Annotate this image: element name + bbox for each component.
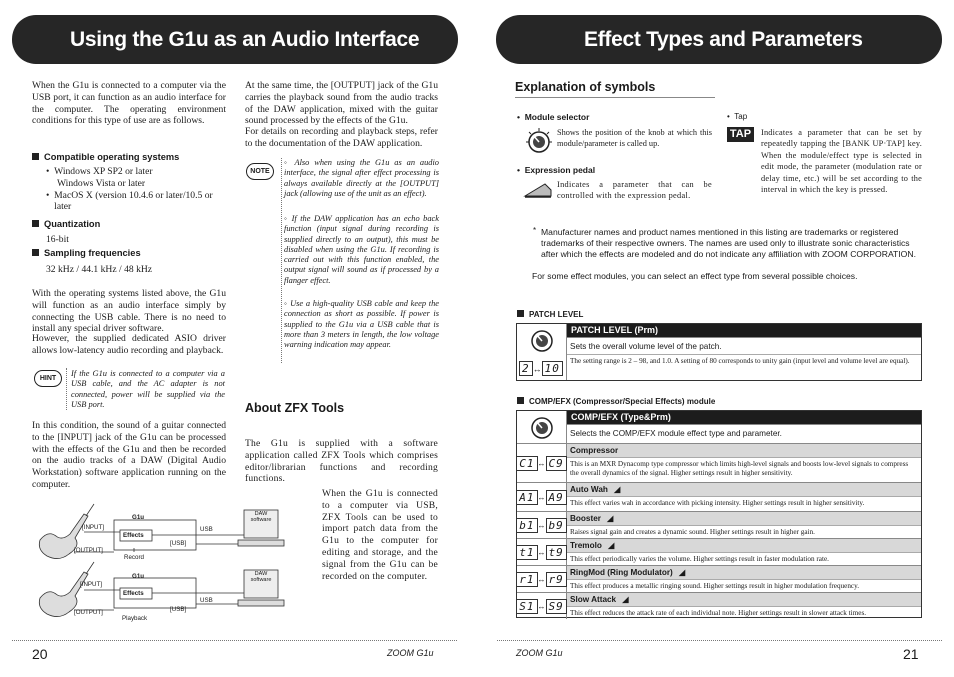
effect-description: This effect varies wah in accordance with picking intensity. Higher settings result in higher sensitivity.	[567, 496, 921, 512]
lcd-to: b9	[546, 518, 567, 533]
playback-label: Playback	[122, 615, 148, 622]
knob-icon	[518, 413, 566, 443]
compat-heading: Compatible operating systems	[32, 152, 226, 162]
expression-pedal-icon: ◢	[620, 595, 629, 604]
expression-pedal-icon: ◢	[604, 514, 614, 523]
effect-lcd: t1 ↔ t9	[517, 539, 567, 565]
tap-badge: TAP	[727, 127, 754, 142]
comp-efx-table	[516, 410, 922, 618]
effect-row	[517, 538, 921, 565]
effects-label: Effects	[123, 590, 144, 597]
patch-header: PATCH LEVEL (Prm)	[567, 324, 921, 337]
lcd-from: t1	[516, 545, 537, 560]
tap-label: • Tap	[727, 112, 748, 121]
input-label: [INPUT]	[82, 524, 105, 531]
intro-paragraph: When the G1u is connected to a computer via the USB port, it can function as an audio interface for the computer. The operating environment conditions for this type of use are as follows.	[32, 80, 226, 127]
effect-lcd: S1 ↔ S9	[517, 593, 567, 619]
zfx-paragraph-1: The G1u is supplied with a software application called ZFX Tools which comprises editor/librarian functions and recording functions.	[245, 438, 438, 485]
patch-lcd: 2 ↔ 10	[519, 361, 563, 376]
effect-name: Compressor	[567, 444, 921, 457]
left-footer-rule	[12, 640, 457, 641]
right-page-number: 21	[903, 646, 919, 662]
effect-description: Raises signal gain and creates a dynamic sound. Higher settings result in higher gain.	[567, 525, 921, 539]
note-item-3: ◦ Use a high-quality USB cable and keep the connection as short as possible. If power is supplied to the G1u via a USB cable that is more than 3 meters in length, the low voltage warning indication may appear.	[284, 299, 439, 350]
expression-pedal-icon: ◢	[605, 541, 615, 550]
effect-lcd: A1 ↔ A9	[517, 483, 567, 511]
daw-label: DAW software	[250, 511, 272, 523]
usb-label: USB	[200, 526, 213, 533]
g1u-label: G1u	[132, 573, 145, 580]
zfx-heading: About ZFX Tools	[245, 401, 345, 415]
usb-label: USB	[200, 597, 213, 604]
lcd-from: b1	[516, 518, 537, 533]
usb-bracket-label: [USB]	[170, 540, 187, 547]
right-title-banner	[496, 15, 942, 64]
hint-text: If the G1u is connected to a computer via a USB cable, and the AC adapter is not connected, power will be supplied via the USB port.	[71, 369, 225, 409]
daw-label: DAW software	[250, 571, 272, 583]
connection-diagram	[34, 500, 314, 628]
comp-header: COMP/EFX (Type&Prm)	[567, 411, 921, 424]
effect-row	[517, 592, 921, 619]
quant-value: 16-bit	[46, 234, 69, 245]
patch-section-heading: PATCH LEVEL	[517, 310, 583, 319]
sampling-value: 32 kHz / 44.1 kHz / 48 kHz	[46, 264, 153, 275]
left-page-number: 20	[32, 646, 48, 662]
expression-pedal-icon: ◢	[676, 568, 686, 577]
os-item: Windows Vista or later	[57, 177, 146, 189]
patch-level-table	[516, 323, 922, 381]
expression-text: Indicates a parameter that can be controlled with the expression pedal.	[557, 180, 712, 200]
left-page-title: Using the G1u as an Audio Interface	[70, 27, 420, 51]
zfx-paragraph-2: When the G1u is connected to a computer via USB, ZFX Tools can be used to import patch data from the G1u to the computer for editing and storage, and the signal from the G1u can be recorded on the computer.	[322, 488, 438, 582]
effect-row	[517, 565, 921, 592]
symbols-heading: Explanation of symbols	[515, 80, 656, 94]
sampling-heading: Sampling frequencies	[32, 248, 226, 258]
right-footer-rule	[497, 640, 942, 641]
note-divider	[281, 158, 282, 363]
left-footer-brand: ZOOM G1u	[387, 648, 434, 658]
output-label: [OUTPUT]	[74, 547, 103, 554]
effect-name: Auto Wah ◢	[567, 483, 921, 496]
details-paragraph: For details on recording and playback steps, refer to the documentation of the DAW application.	[245, 126, 438, 149]
effect-row	[517, 443, 921, 482]
usb-bracket-label: [USB]	[170, 606, 187, 613]
lcd-from: C1	[516, 456, 537, 471]
record-label: Record	[124, 554, 144, 561]
effect-description: This is an MXR Dynacomp type compressor which limits high-level signals and boosts low-level signals to compress the overall dynamics of the signal. Higher settings result in higher sensitivity.	[567, 457, 921, 483]
effect-name: RingMod (Ring Modulator) ◢	[567, 566, 921, 579]
patch-range: The setting range is 2 – 98, and 1.0. A setting of 80 corresponds to unity gain (input level and volume level are equal).	[567, 354, 921, 379]
effect-name: Tremolo ◢	[567, 539, 921, 552]
condition-paragraph: In this condition, the sound of a guitar connected to the [INPUT] jack of the G1u can be processed with the effects of the G1u and then be recorded on the audio tracks of a DAW (Digital Audio Workstation) software application running on the computer.	[32, 420, 226, 490]
lcd-to: A9	[546, 490, 567, 505]
lcd-to: r9	[546, 572, 567, 587]
effect-lcd: b1 ↔ b9	[517, 512, 567, 538]
lcd-from: r1	[516, 572, 537, 587]
lcd-from: A1	[516, 490, 537, 505]
os-item: MacOS X (version 10.4.6 or later/10.5 or later	[54, 189, 213, 213]
lcd-to: S9	[546, 599, 567, 614]
output-paragraph: At the same time, the [OUTPUT] jack of the G1u carries the playback sound from the audio tracks of the DAW application, mixed with the guitar sound processed by the effects of the G1u.	[245, 80, 438, 127]
expression-label: • Expression pedal	[517, 165, 596, 175]
lcd-to: C9	[546, 456, 567, 471]
effect-description: This effect produces a metallic ringing sound. Higher settings result in higher modulation frequency.	[567, 579, 921, 593]
left-title-banner	[12, 15, 458, 64]
comp-description: Selects the COMP/EFX module effect type and parameter.	[567, 424, 921, 442]
tap-text: Indicates a parameter that can be set by repeatedly tapping the [BANK UP·TAP] key. When the module/effect type is selected in edit mode, the parameter (modulation rate or delay time, etc.) will be set according to the interval in which the key is pressed.	[761, 128, 922, 195]
right-footer-brand: ZOOM G1u	[516, 648, 563, 658]
effect-lcd: C1 ↔ C9	[517, 444, 567, 482]
module-selector-text: Shows the position of the knob at which this module/parameter is called up.	[557, 128, 712, 148]
expression-pedal-icon: ◢	[611, 485, 621, 494]
disclaimer-text: Manufacturer names and product names mentioned in this listing are trademarks or registered trademarks of their respective owners. The names are used only to illustrate sonic characteristics after which the effects are modeled and do not indicate any affiliation with ZOOM CORPORATION.	[541, 227, 916, 259]
effect-lcd: r1 ↔ r9	[517, 566, 567, 592]
hint-divider	[66, 368, 67, 410]
effect-row	[517, 511, 921, 538]
effect-choice-note: For some effect modules, you can select an effect type from several possible choices.	[532, 271, 858, 281]
driver-paragraph: With the operating systems listed above, the G1u will function as an audio interface simply by connecting the USB cable. There is no need to install any special driver software.	[32, 288, 226, 335]
knob-icon	[518, 326, 566, 356]
os-list: • Windows XP SP2 or later Windows Vista or later • MacOS X (version 10.4.6 or later/10.5 or later	[46, 166, 226, 213]
input-label: [INPUT]	[80, 581, 103, 588]
note-badge: NOTE	[246, 163, 274, 180]
note-item-1: ◦ Also when using the G1u as an audio interface, the signal after effect processing is always available directly at the [OUTPUT] jack (allowing use of the unit as an effect).	[284, 158, 439, 198]
lcd-from: S1	[516, 599, 537, 614]
hint-badge: HINT	[34, 370, 62, 387]
effect-row	[517, 482, 921, 511]
output-label: [OUTPUT]	[74, 609, 103, 616]
expression-pedal-icon	[523, 180, 553, 200]
patch-description: Sets the overall volume level of the patch.	[567, 337, 921, 354]
asio-paragraph: However, the supplied dedicated ASIO driver allows low-latency audio recording and playback.	[32, 333, 226, 356]
module-selector-label: • Module selector	[517, 112, 590, 122]
effects-label: Effects	[123, 532, 144, 539]
g1u-label: G1u	[132, 514, 145, 521]
effect-name: Booster ◢	[567, 512, 921, 525]
comp-section-heading: COMP/EFX (Compressor/Special Effects) module	[517, 397, 715, 406]
quant-heading: Quantization	[32, 219, 226, 229]
disclaimer-marker: *	[533, 226, 537, 235]
effect-description: This effect reduces the attack rate of each individual note. Higher settings result in slower attack times.	[567, 606, 921, 620]
symbols-underline	[515, 97, 715, 98]
note-item-2: ◦ If the DAW application has an echo back function (input signal during recording is supplied directly to an output), this must be disabled when using the G1u. If recording is carried out with this function enabled, the output signal will sound as if processed by a flanger effect.	[284, 214, 439, 285]
effect-name: Slow Attack ◢	[567, 593, 921, 606]
os-item: Windows XP SP2 or later	[54, 166, 153, 177]
effect-description: This effect periodically varies the volume. Higher settings result in faster modulation rate.	[567, 552, 921, 566]
right-page-title: Effect Types and Parameters	[584, 27, 863, 51]
effect-list	[517, 443, 921, 619]
knob-icon	[524, 127, 554, 157]
lcd-to: t9	[546, 545, 567, 560]
